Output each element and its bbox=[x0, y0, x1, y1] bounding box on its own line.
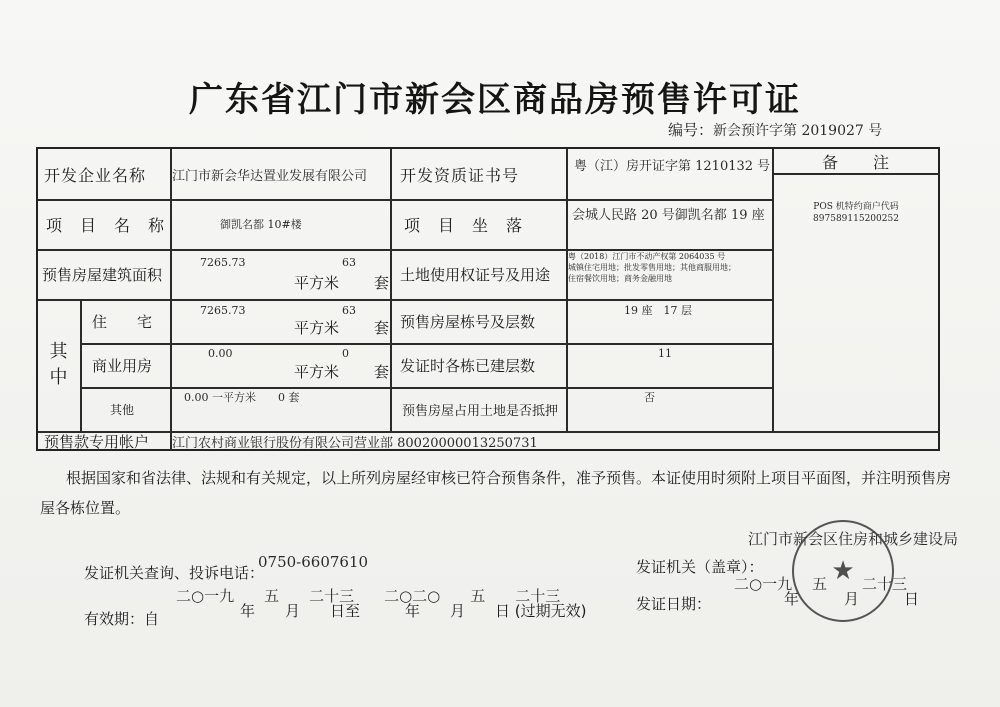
residential-units-unit: 套 bbox=[374, 318, 390, 337]
developer-label: 开发企业名称 bbox=[44, 165, 147, 185]
presale-units-unit: 套 bbox=[374, 273, 390, 292]
serial-number bbox=[668, 119, 882, 140]
seal-star-icon: ★ bbox=[831, 556, 855, 586]
remarks-value: POS 机特约商户代码 897589115200252 bbox=[813, 202, 899, 224]
project-name-value: 御凯名都 10#楼 bbox=[220, 218, 302, 231]
authority-name: 江门市新会区住房和城乡建设局 bbox=[748, 530, 959, 548]
info-table bbox=[36, 147, 940, 451]
serial-label: 编号： bbox=[668, 121, 714, 139]
location-label: 项 目 坐 落 bbox=[404, 215, 524, 235]
hotline-label: 发证机关查询、投诉电话： bbox=[84, 564, 265, 582]
built-floors-label: 发证时各栋已建层数 bbox=[400, 356, 536, 375]
commercial-label: 商业用房 bbox=[92, 356, 153, 375]
qualification-value: 粤（江）房开证字第 1210132 号 bbox=[574, 158, 771, 174]
presale-area-label: 预售房屋建筑面积 bbox=[42, 265, 163, 284]
presale-area-unit: 平方米 bbox=[294, 273, 340, 292]
other-value: 0.00 一平方米 0 套 bbox=[184, 391, 300, 404]
residential-label: 住 宅 bbox=[92, 312, 153, 331]
validity-handwritten-dates: 二○一九 五 二十三 二○二○ 五 二十三 bbox=[176, 587, 561, 605]
presale-units-value: 63 bbox=[342, 255, 356, 269]
commercial-area-unit: 平方米 bbox=[294, 362, 340, 381]
commercial-units-unit: 套 bbox=[374, 362, 390, 381]
authority-label: 发证机关（盖章）： bbox=[636, 558, 764, 576]
residential-units: 63 bbox=[342, 303, 356, 317]
presale-area-value: 7265.73 bbox=[200, 255, 246, 269]
land-cert-label: 土地使用权证号及用途 bbox=[400, 265, 551, 284]
mortgage-value: 否 bbox=[644, 391, 655, 404]
validity-label: 有效期：自 bbox=[84, 610, 160, 628]
developer-value: 江门市新会华达置业发展有限公司 bbox=[172, 168, 368, 184]
issue-year-hand: 二○一九 bbox=[734, 575, 793, 593]
of-which-label: 其 中 bbox=[49, 341, 69, 388]
built-floors-value: 11 bbox=[658, 346, 672, 360]
location-value: 会城人民路 20 号御凯名都 19 座 bbox=[572, 207, 765, 223]
project-name-label: 项 目 名 称 bbox=[46, 215, 166, 235]
issue-day-hand: 二十三 bbox=[862, 575, 908, 593]
serial-value: 新会预许字第 2019027 号 bbox=[713, 123, 883, 139]
issue-date-text: 年 月 日 bbox=[784, 590, 920, 608]
building-floors-label: 预售房屋栋号及层数 bbox=[400, 312, 536, 331]
issue-date-label: 发证日期： bbox=[636, 595, 712, 613]
mortgage-label: 预售房屋占用土地是否抵押 bbox=[402, 403, 559, 419]
land-cert-value: 粤（2018）江门市不动产权第 2064035 号 城镇住宅用地；批发零售用地；其他商服用地； 住宿餐饮用地；商务金融用地 bbox=[568, 252, 736, 283]
hotline-value: 0750-6607610 bbox=[258, 553, 369, 571]
other-label: 其他 bbox=[110, 402, 135, 417]
statement-text: 根据国家和省法律、法规和有关规定，以上所列房屋经审核已符合预售条件，准予预售。本证使用时须附上项目平面图，并注明预售房屋各栋位置。 bbox=[40, 469, 952, 517]
building-floors-value: 19 座 17 层 bbox=[624, 304, 692, 317]
commercial-area: 0.00 bbox=[208, 346, 233, 360]
residential-area-unit: 平方米 bbox=[294, 318, 340, 337]
commercial-units: 0 bbox=[342, 346, 349, 360]
issue-month-hand: 五 bbox=[812, 575, 828, 593]
validity-text: 年 月 日至 年 月 日 (过期无效) bbox=[240, 602, 587, 620]
remarks-label: 备 注 bbox=[821, 152, 890, 172]
qualification-label: 开发资质证书号 bbox=[400, 165, 520, 185]
account-label: 预售款专用帐户 bbox=[44, 432, 150, 451]
account-value: 江门农村商业银行股份有限公司营业部 80020000013250731 bbox=[172, 435, 538, 451]
residential-area: 7265.73 bbox=[200, 303, 246, 317]
certificate-title: 广东省江门市新会区商品房预售许可证 bbox=[189, 80, 801, 120]
official-seal-stamp bbox=[792, 520, 894, 622]
